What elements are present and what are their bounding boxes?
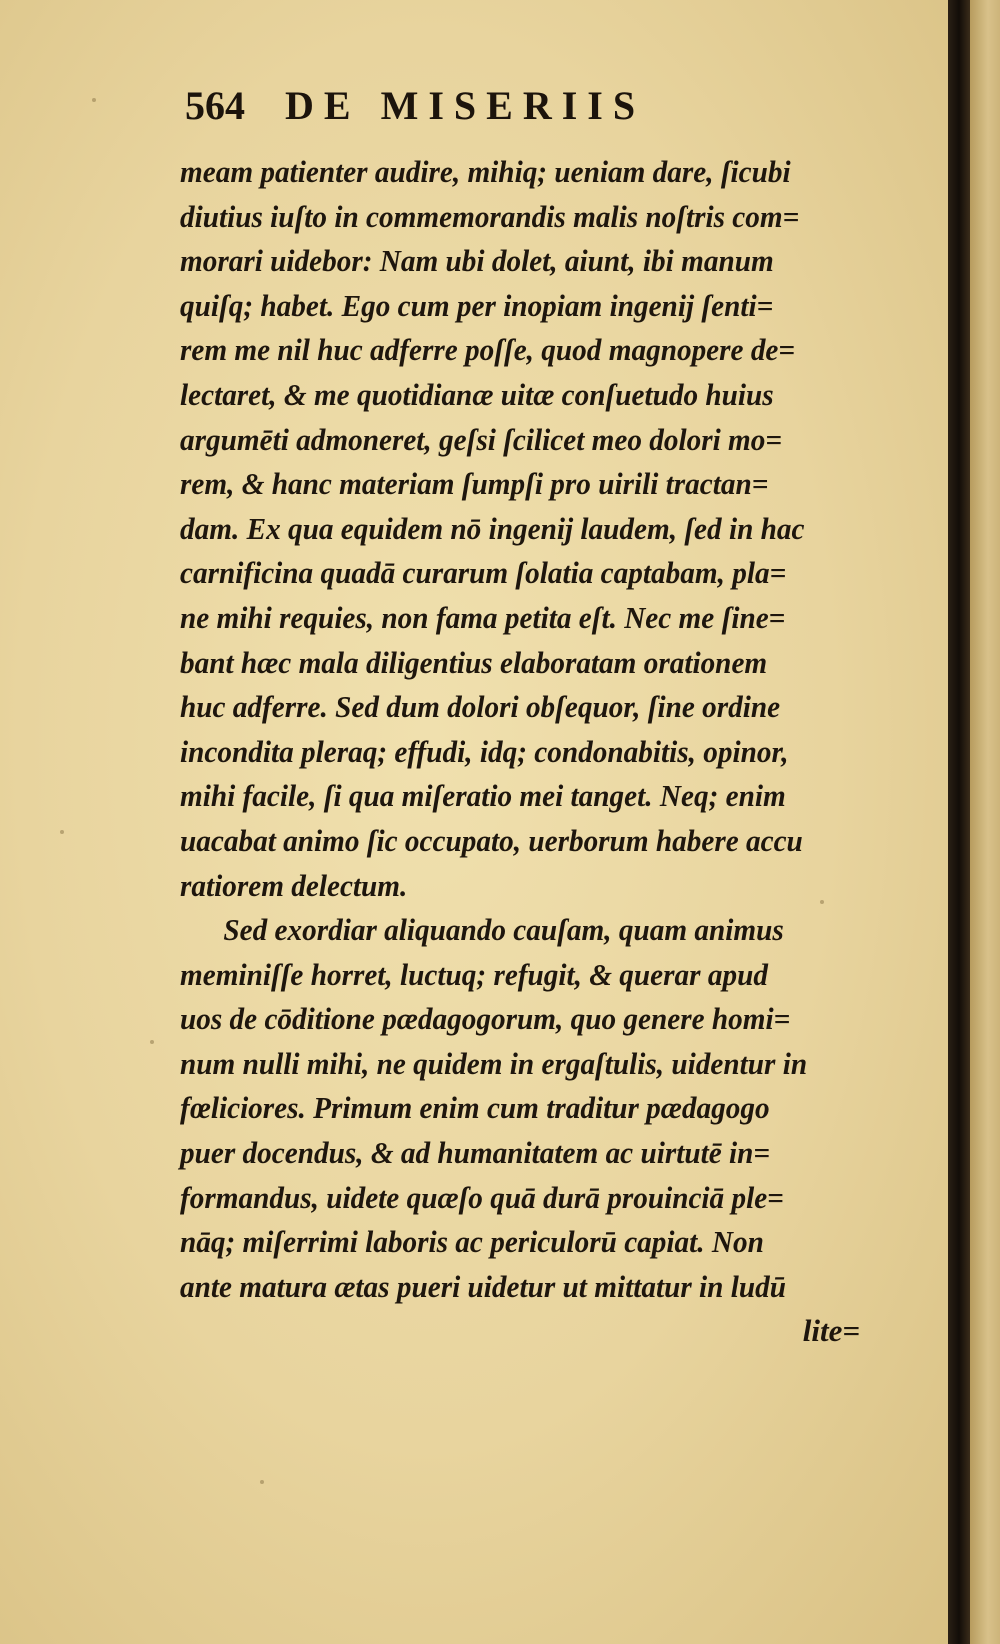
text-line: rem, & hanc materiam ſumpſi pro uirili tractan= [180, 466, 769, 502]
page-header [185, 82, 805, 138]
text-line: ante matura ætas pueri uidetur ut mittatur in ludū [180, 1268, 786, 1304]
text-line: uos de cōditione pædagogorum, quo genere homi= [180, 1001, 791, 1037]
text-line: formandus, uidete quæſo quā durā prouinciā ple= [180, 1179, 784, 1215]
text-line: incondita pleraq; effudi, idq; condonabitis, opinor, [180, 733, 789, 769]
text-line: uacabat animo ſic occupato, uerborum habere accu [180, 822, 803, 858]
text-line: diutius iuſto in commemorandis malis noſtris com= [180, 198, 800, 234]
text-line: nāq; miſerrimi laboris ac periculorū capiat. Non [180, 1224, 764, 1260]
body-text [180, 150, 880, 1354]
text-line: ne mihi requies, non fama petita eſt. Nec me ſine= [180, 599, 786, 635]
text-line: carnificina quadā curarum ſolatia captabam, pla= [180, 555, 787, 591]
paper-speck [92, 98, 96, 102]
text-line: meminiſſe horret, luctuq; refugit, & querar apud [180, 956, 768, 992]
page-number: 564 [185, 83, 245, 128]
text-line: Sed exordiar aliquando cauſam, quam animus [223, 912, 784, 948]
text-line: num nulli mihi, ne quidem in ergaſtulis, uidentur in [180, 1045, 808, 1081]
text-line: morari uidebor: Nam ubi dolet, aiunt, ibi manum [180, 243, 774, 279]
text-line: argumēti admoneret, geſsi ſcilicet meo dolori mo= [180, 421, 783, 457]
text-line: rem me nil huc adferre poſſe, quod magnopere de= [180, 332, 796, 368]
text-line: mihi facile, ſi qua miſeratio mei tanget. Neq; enim [180, 778, 786, 814]
text-line: puer docendus, & ad humanitatem ac uirtutē in= [180, 1135, 771, 1171]
facing-page-edge [970, 0, 1000, 1644]
text-line: ratiorem delectum. [180, 867, 408, 903]
paper-speck [260, 1480, 264, 1484]
catchword: lite= [802, 1313, 860, 1349]
book-spine-shadow [948, 0, 970, 1644]
text-line: fœliciores. Primum enim cum traditur pædagogo [180, 1090, 770, 1126]
text-line: lectaret, & me quotidianæ uitæ conſuetudo huius [180, 376, 774, 412]
text-line: quiſq; habet. Ego cum per inopiam ingenij ſenti= [180, 287, 774, 323]
paper-speck [60, 830, 64, 834]
text-line: meam patienter audire, mihiq; ueniam dare, ſicubi [180, 154, 791, 189]
paper-speck [150, 1040, 154, 1044]
text-line: bant hæc mala diligentius elaboratam orationem [180, 644, 768, 680]
running-title: DE MISERIIS [285, 83, 646, 128]
text-line: huc adferre. Sed dum dolori obſequor, ſine ordine [180, 689, 781, 725]
text-line: dam. Ex qua equidem nō ingenij laudem, ſed in hac [180, 510, 805, 546]
